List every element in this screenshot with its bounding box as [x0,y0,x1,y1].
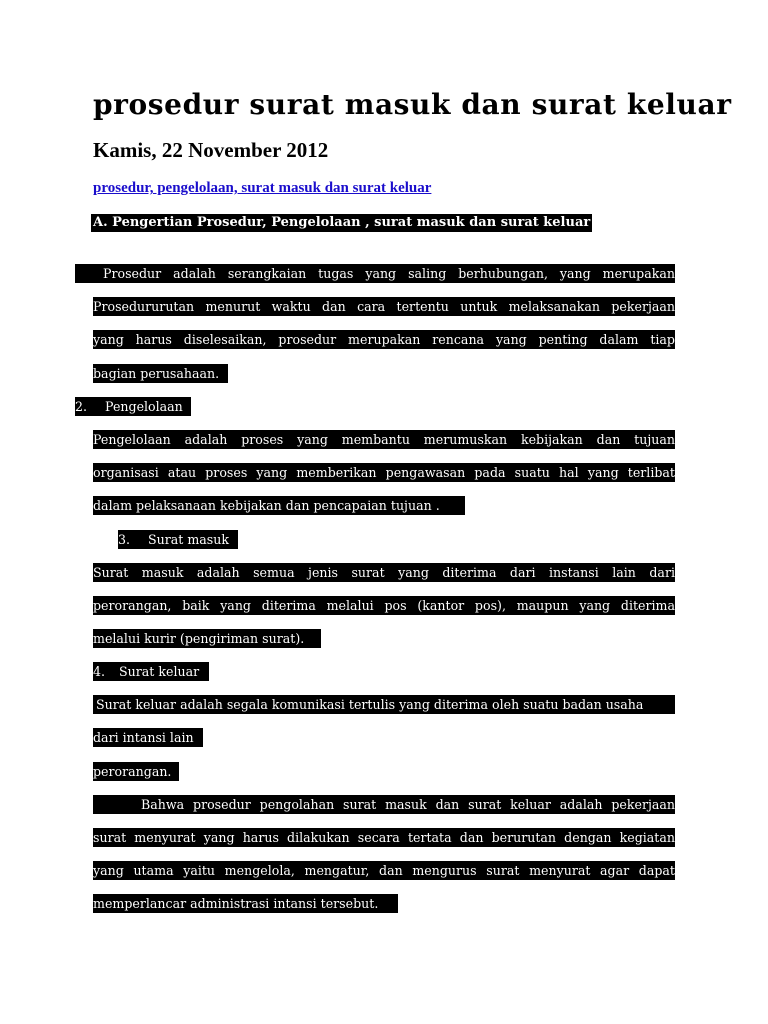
paragraph-line: Bahwa prosedur pengolahan surat masuk dan surat keluar adalah pekerjaan [93,795,675,814]
paragraph-line: memperlancar administrasi intansi tersebut. [93,894,398,913]
list-item-heading: 2. Pengelolaan [75,397,191,416]
paragraph-line: melalui kurir (pengiriman surat). [93,629,321,648]
post-date: Kamis, 22 November 2012 [93,138,329,162]
paragraph-line: Surat keluar adalah segala komunikasi tertulis yang diterima oleh suatu badan usaha [93,695,675,714]
paragraph-line: Prosedururutan menurut waktu dan cara tertentu untuk melaksanakan pekerjaan [93,299,675,314]
paragraph-line: Prosedur adalah serangkaian tugas yang saling berhubungan, yang merupakan [75,264,675,283]
paragraph-line: dari intansi lain [93,728,203,747]
labels-link[interactable]: prosedur, pengelolaan, surat masuk dan surat keluar [93,180,432,196]
list-item-heading: 4. Surat keluar [93,662,209,681]
section-a-heading: A. Pengertian Prosedur, Pengelolaan , surat masuk dan surat keluar [93,215,591,230]
document-title: prosedur surat masuk dan surat keluar [93,88,732,121]
paragraph-line: bagian perusahaan. [93,364,228,383]
paragraph-line: Surat masuk adalah semua jenis surat yang diterima dari instansi lain dari [93,565,675,580]
paragraph-line: organisasi atau proses yang memberikan pengawasan pada suatu hal yang terlibat [93,465,675,480]
paragraph-line: yang utama yaitu mengelola, mengatur, dan mengurus surat menyurat agar dapat [93,863,675,878]
list-item-heading: 3. Surat masuk [118,530,238,549]
paragraph-line: perorangan, baik yang diterima melalui pos (kantor pos), maupun yang diterima [93,598,675,613]
paragraph-line: surat menyurat yang harus dilakukan secara tertata dan berurutan dengan kegiatan [93,830,675,845]
paragraph-line: perorangan. [93,762,179,781]
paragraph-line: dalam pelaksanaan kebijakan dan pencapaian tujuan . [93,496,465,515]
paragraph-line: yang harus diselesaikan, prosedur merupakan rencana yang penting dalam tiap [93,332,675,347]
paragraph-line: Pengelolaan adalah proses yang membantu merumuskan kebijakan dan tujuan [93,432,675,447]
